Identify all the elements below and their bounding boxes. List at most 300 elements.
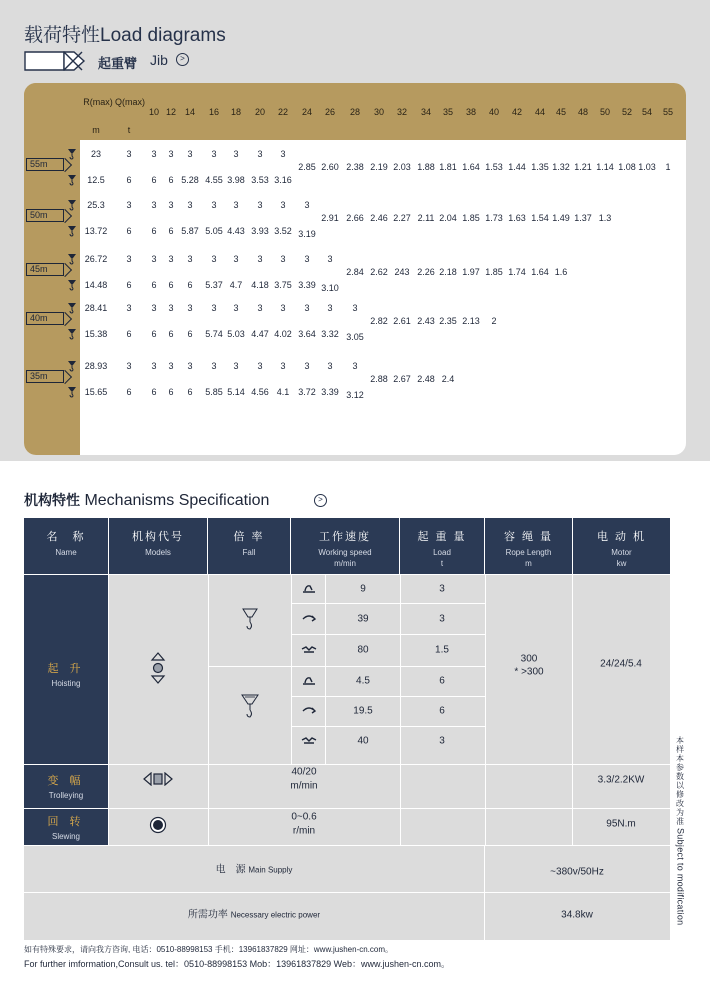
slewing-control-icon xyxy=(149,816,167,834)
header-load-cn: 起 重 量 xyxy=(417,531,467,543)
grid-line xyxy=(208,575,209,845)
header-load-en: Load xyxy=(433,548,451,557)
load-cell: 5.74 xyxy=(205,329,223,339)
load-cell: 1.53 xyxy=(485,162,503,172)
load-cell: 3 xyxy=(187,303,193,313)
mechanisms-title-en: Mechanisms Specification xyxy=(84,492,270,509)
load-value: 3 xyxy=(439,735,445,747)
radius-tick: 16 xyxy=(208,107,220,117)
jib-length-tag: 55m xyxy=(26,158,64,171)
two-fall-hook-icon xyxy=(68,254,76,268)
load-cell: 3 xyxy=(304,254,310,264)
load-cell: 3 xyxy=(211,200,217,210)
load-cell: 6 xyxy=(187,387,193,397)
grid-line xyxy=(400,575,401,845)
load-cell: 2.67 xyxy=(393,374,411,384)
load-cell: 3 xyxy=(187,254,193,264)
load-cell: 3 xyxy=(168,254,174,264)
max-load-2fall: 3 xyxy=(126,361,132,371)
high-speed-icon xyxy=(301,643,317,655)
load-cell: 3 xyxy=(280,361,286,371)
load-cell: 3 xyxy=(233,361,239,371)
load-cell: 2.84 xyxy=(346,267,364,277)
header-name-cn: 名 称 xyxy=(46,531,86,543)
max-load-2fall: 3 xyxy=(126,200,132,210)
footer-contact-cn: 如有特殊要求，请向我方咨询, 电话：0510-88998153 手机：13961837829 网址：www.jushen-cn.com。 xyxy=(24,945,394,954)
load-cell: 1.81 xyxy=(439,162,457,172)
load-cell: 3 xyxy=(304,303,310,313)
load-cell: 6 xyxy=(168,226,174,236)
main-supply-label xyxy=(216,864,293,877)
load-cell: 2.62 xyxy=(370,267,388,277)
load-cell: 1.03 xyxy=(638,162,656,172)
load-cell: 6 xyxy=(151,280,157,290)
load-value: 6 xyxy=(439,675,445,687)
load-cell: 2.60 xyxy=(321,162,339,172)
radius-tick: 30 xyxy=(373,107,385,117)
header-models xyxy=(109,518,207,574)
radius-tick: 28 xyxy=(349,107,361,117)
two-fall-hook-icon xyxy=(241,608,259,632)
load-cell: 1.37 xyxy=(574,213,592,223)
radius-tick: 32 xyxy=(396,107,408,117)
radius-tick: 42 xyxy=(511,107,523,117)
load-cell: 3.16 xyxy=(274,175,292,185)
load-cell: 1.35 xyxy=(531,162,549,172)
load-cell: 3 xyxy=(187,200,193,210)
radius-tick: 18 xyxy=(230,107,242,117)
header-speed-en: Working speed xyxy=(318,548,372,557)
load-cell: 5.28 xyxy=(181,175,199,185)
four-fall-hook-icon xyxy=(68,329,76,343)
radius-tick: 14 xyxy=(184,107,196,117)
power-cn: 所需功率 xyxy=(187,909,228,921)
load-cell: 5.03 xyxy=(227,329,245,339)
load-cell: 2.03 xyxy=(393,162,411,172)
load-cell: 1.88 xyxy=(417,162,435,172)
load-cell: 3 xyxy=(280,200,286,210)
load-cell: 1 xyxy=(665,162,671,172)
load-cell: 2.46 xyxy=(370,213,388,223)
load-cell: 1.21 xyxy=(574,162,592,172)
side-note xyxy=(674,736,686,927)
grid-line xyxy=(24,892,670,893)
chevron-right-icon: > xyxy=(314,494,327,507)
load-cell: 3 xyxy=(280,254,286,264)
load-cell: 1.64 xyxy=(531,267,549,277)
grid-line xyxy=(208,666,485,667)
load-cell: 3.64 xyxy=(298,329,316,339)
load-table-card xyxy=(24,83,686,455)
slewing-motor-value: 95N.m xyxy=(606,818,636,830)
radius-tick: 38 xyxy=(465,107,477,117)
load-cell: 2.38 xyxy=(346,162,364,172)
load-cell: 3 xyxy=(280,149,286,159)
max-load-2fall: 3 xyxy=(126,254,132,264)
trolleying-cn: 变 幅 xyxy=(47,775,85,787)
load-value: 3 xyxy=(439,613,445,625)
load-cell: 2.11 xyxy=(417,213,435,223)
jib-label-en: Jib xyxy=(150,52,168,68)
load-cell: 3 xyxy=(327,361,333,371)
radius-tick: 52 xyxy=(621,107,633,117)
grid-line xyxy=(291,726,485,727)
load-value: 3 xyxy=(439,583,445,595)
load-cell: 2.88 xyxy=(370,374,388,384)
load-cell: 1.44 xyxy=(508,162,526,172)
rope-length-value-alt: * >300 xyxy=(514,666,544,678)
header-motor-en: Motor xyxy=(611,548,632,557)
load-cell: 3.19 xyxy=(298,229,316,239)
load-cell: 4.1 xyxy=(276,387,290,397)
load-cell: 3 xyxy=(257,200,263,210)
load-cell: 1.49 xyxy=(552,213,570,223)
trolley-speed-unit: m/min xyxy=(290,780,318,792)
radius-tick: 45 xyxy=(555,107,567,117)
load-cell: 2.82 xyxy=(370,316,388,326)
load-cell: 3.12 xyxy=(346,390,364,400)
load-cell: 2.4 xyxy=(441,374,455,384)
speed-value: 4.5 xyxy=(356,675,370,687)
main-supply-en: Main Supply xyxy=(248,865,293,875)
grid-line xyxy=(109,764,670,765)
max-load-2fall: 3 xyxy=(126,303,132,313)
load-cell: 3 xyxy=(168,149,174,159)
max-load-4fall: 6 xyxy=(126,387,132,397)
header-models-cn: 机构代号 xyxy=(132,531,184,543)
load-cell: 1.08 xyxy=(618,162,636,172)
grid-line xyxy=(484,846,485,940)
load-cell: 6 xyxy=(151,175,157,185)
load-cell: 1.73 xyxy=(485,213,503,223)
header-rope-unit: m xyxy=(525,559,532,568)
load-table-content xyxy=(24,83,686,455)
load-cell: 4.18 xyxy=(251,280,269,290)
max-radius-2fall: 28.93 xyxy=(84,361,108,371)
chevron-right-icon: > xyxy=(176,53,189,66)
load-cell: 2.61 xyxy=(393,316,411,326)
medium-speed-icon xyxy=(301,612,317,624)
load-diagram-title: 载荷特性Load diagrams xyxy=(24,25,226,46)
max-load-2fall: 3 xyxy=(126,149,132,159)
header-load-unit: t xyxy=(127,125,131,135)
load-cell: 3 xyxy=(280,303,286,313)
load-cell: 1.3 xyxy=(598,213,612,223)
mechanisms-footer-rows xyxy=(24,846,670,940)
header-load: Q(max) xyxy=(115,97,145,107)
radius-tick: 35 xyxy=(442,107,454,117)
radius-tick: 34 xyxy=(420,107,432,117)
load-cell: 1.97 xyxy=(462,267,480,277)
trolleying-en: Trolleying xyxy=(48,791,84,800)
header-name-en: Name xyxy=(55,548,77,557)
trolley-control-icon xyxy=(143,772,173,786)
load-cell: 5.05 xyxy=(205,226,223,236)
speed-value: 39 xyxy=(357,613,369,625)
header-models-en: Models xyxy=(145,548,171,557)
grid-line xyxy=(291,603,485,604)
four-fall-hook-icon xyxy=(68,387,76,401)
hoisting-cn: 起 升 xyxy=(47,663,85,675)
load-cell: 3 xyxy=(151,149,157,159)
load-cell: 3 xyxy=(257,361,263,371)
load-cell: 3 xyxy=(327,254,333,264)
load-cell: 4.02 xyxy=(274,329,292,339)
header-fall-en: Fall xyxy=(242,548,256,557)
load-cell: 5.87 xyxy=(181,226,199,236)
radius-tick: 12 xyxy=(165,107,177,117)
load-cell: 3 xyxy=(151,361,157,371)
load-cell: 3 xyxy=(168,200,174,210)
max-radius-4fall: 14.48 xyxy=(84,280,108,290)
load-cell: 3.39 xyxy=(321,387,339,397)
four-fall-hook-icon xyxy=(240,694,260,720)
load-cell: 3 xyxy=(211,303,217,313)
radius-tick: 44 xyxy=(534,107,546,117)
load-cell: 3 xyxy=(151,254,157,264)
speed-value: 40 xyxy=(357,735,369,747)
grid-line xyxy=(572,575,573,845)
load-cell: 2.91 xyxy=(321,213,339,223)
max-load-4fall: 6 xyxy=(126,175,132,185)
header-rope-en: Rope Length xyxy=(505,548,552,557)
load-cell: 6 xyxy=(187,329,193,339)
load-cell: 3 xyxy=(211,254,217,264)
max-radius-4fall: 15.38 xyxy=(84,329,108,339)
grid-line xyxy=(485,575,486,845)
jib-length-tag: 40m xyxy=(26,312,64,325)
grid-line xyxy=(291,634,485,635)
load-cell: 1.74 xyxy=(508,267,526,277)
max-radius-4fall: 12.5 xyxy=(87,175,105,185)
speed-value: 9 xyxy=(360,583,366,595)
load-cell: 1.63 xyxy=(508,213,526,223)
load-cell: 3.32 xyxy=(321,329,339,339)
max-radius-2fall: 25.3 xyxy=(87,200,105,210)
trolley-motor-value: 3.3/2.2KW xyxy=(597,774,645,786)
header-name xyxy=(24,518,108,574)
load-cell: 243 xyxy=(394,267,410,277)
load-cell: 3 xyxy=(151,303,157,313)
hoist-control-icon xyxy=(150,652,166,684)
side-note-en: Subject to modification xyxy=(675,828,686,926)
load-cell: 3.98 xyxy=(227,175,245,185)
header-fall xyxy=(208,518,290,574)
load-cell: 3 xyxy=(352,303,358,313)
header-radius: R(max) xyxy=(83,97,113,107)
load-cell: 4.56 xyxy=(251,387,269,397)
low-speed-icon xyxy=(301,582,317,594)
radius-tick: 20 xyxy=(254,107,266,117)
load-cell: 2.48 xyxy=(417,374,435,384)
power-en: Necessary electric power xyxy=(230,910,321,920)
load-cell: 2.27 xyxy=(393,213,411,223)
load-cell: 3 xyxy=(327,303,333,313)
load-cell: 2.85 xyxy=(298,162,316,172)
header-fall-cn: 倍 率 xyxy=(233,531,265,543)
trolley-speed-value: 40/20 xyxy=(291,766,317,778)
grid-line xyxy=(24,845,670,846)
radius-tick: 54 xyxy=(641,107,653,117)
load-cell: 6 xyxy=(168,280,174,290)
row-label-hoisting xyxy=(24,575,108,764)
header-motor xyxy=(573,518,670,574)
power-value: 34.8kw xyxy=(561,909,593,921)
radius-tick: 48 xyxy=(577,107,589,117)
load-cell: 5.85 xyxy=(205,387,223,397)
load-cell: 5.37 xyxy=(205,280,223,290)
row-label-trolleying xyxy=(24,765,108,808)
header-motor-unit: kw xyxy=(616,559,627,568)
jib-length-tag: 45m xyxy=(26,263,64,276)
four-fall-hook-icon xyxy=(68,226,76,240)
radius-tick: 50 xyxy=(599,107,611,117)
load-cell: 3 xyxy=(211,361,217,371)
max-radius-2fall: 23 xyxy=(90,149,102,159)
grid-line xyxy=(291,696,485,697)
header-rope-cn: 容 绳 量 xyxy=(503,531,554,543)
header-motor-cn: 电 动 机 xyxy=(596,531,647,543)
load-cell: 6 xyxy=(168,387,174,397)
load-cell: 3.39 xyxy=(298,280,316,290)
max-load-4fall: 6 xyxy=(126,280,132,290)
load-value: 6 xyxy=(439,705,445,717)
hoisting-en: Hoisting xyxy=(51,679,81,688)
load-cell: 3.53 xyxy=(251,175,269,185)
load-cell: 2.26 xyxy=(417,267,435,277)
high-speed-icon xyxy=(301,734,317,746)
mechanisms-title-cn: 机构特性 xyxy=(24,492,80,508)
max-radius-2fall: 28.41 xyxy=(84,303,108,313)
load-cell: 3 xyxy=(352,361,358,371)
load-cell: 2.19 xyxy=(370,162,388,172)
jib-length-tag: 35m xyxy=(26,370,64,383)
mechanisms-table xyxy=(24,518,670,940)
load-cell: 6 xyxy=(151,329,157,339)
power-label xyxy=(188,909,320,922)
mechanisms-title xyxy=(24,490,269,510)
load-cell: 3 xyxy=(211,149,217,159)
load-cell: 3 xyxy=(233,149,239,159)
load-cell: 3.05 xyxy=(346,332,364,342)
four-fall-hook-icon xyxy=(68,280,76,294)
radius-tick: 26 xyxy=(324,107,336,117)
load-cell: 4.47 xyxy=(251,329,269,339)
load-cell: 2.35 xyxy=(439,316,457,326)
radius-tick: 22 xyxy=(277,107,289,117)
load-cell: 3 xyxy=(168,361,174,371)
load-value: 1.5 xyxy=(435,644,449,656)
two-fall-hook-icon xyxy=(68,361,76,375)
max-radius-4fall: 15.65 xyxy=(84,387,108,397)
load-cell: 1.85 xyxy=(485,267,503,277)
header-speed-unit: m/min xyxy=(334,559,356,568)
header-rope xyxy=(485,518,572,574)
load-cell: 1.32 xyxy=(552,162,570,172)
slewing-speed-value: 0~0.6 xyxy=(291,811,317,823)
load-cell: 2.18 xyxy=(439,267,457,277)
max-radius-2fall: 26.72 xyxy=(84,254,108,264)
load-cell: 4.55 xyxy=(205,175,223,185)
medium-speed-icon xyxy=(301,704,317,716)
max-load-4fall: 6 xyxy=(126,329,132,339)
load-cell: 3 xyxy=(233,303,239,313)
load-cell: 3 xyxy=(257,149,263,159)
two-fall-hook-icon xyxy=(68,200,76,214)
radius-tick: 40 xyxy=(488,107,500,117)
speed-value: 80 xyxy=(357,644,369,656)
load-cell: 3 xyxy=(304,200,310,210)
load-cell: 2.04 xyxy=(439,213,457,223)
header-speed xyxy=(291,518,399,574)
radius-tick: 10 xyxy=(148,107,160,117)
load-cell: 3.52 xyxy=(274,226,292,236)
load-cell: 3 xyxy=(233,200,239,210)
main-supply-value: ~380v/50Hz xyxy=(550,866,604,878)
load-cell: 4.7 xyxy=(229,280,243,290)
side-note-cn: 本样本参数以修改为准 xyxy=(676,736,684,826)
load-cell: 1.54 xyxy=(531,213,549,223)
slewing-en: Slewing xyxy=(51,832,80,841)
load-cell: 2.13 xyxy=(462,316,480,326)
load-cell: 6 xyxy=(168,329,174,339)
load-cell: 3 xyxy=(304,361,310,371)
load-cell: 1.85 xyxy=(462,213,480,223)
header-load xyxy=(400,518,484,574)
load-cell: 3 xyxy=(257,303,263,313)
main-supply-cn: 电 源 xyxy=(215,864,246,876)
load-cell: 2.66 xyxy=(346,213,364,223)
load-cell: 6 xyxy=(151,226,157,236)
load-cell: 3 xyxy=(187,361,193,371)
load-cell: 2.43 xyxy=(417,316,435,326)
header-radius-unit: m xyxy=(92,125,100,135)
load-cell: 3 xyxy=(187,149,193,159)
rope-length-value: 300 xyxy=(520,653,538,665)
jib-arrow-icon xyxy=(24,51,90,71)
load-cell: 5.14 xyxy=(227,387,245,397)
load-cell: 4.43 xyxy=(227,226,245,236)
load-cell: 3 xyxy=(151,200,157,210)
load-cell: 6 xyxy=(168,175,174,185)
load-cell: 1.6 xyxy=(554,267,568,277)
load-cell: 6 xyxy=(151,387,157,397)
four-fall-hook-icon xyxy=(68,175,76,189)
load-cell: 3 xyxy=(168,303,174,313)
load-cell: 3 xyxy=(233,254,239,264)
load-cell: 2 xyxy=(491,316,497,326)
slewing-cn: 回 转 xyxy=(47,816,85,828)
max-load-4fall: 6 xyxy=(126,226,132,236)
footer-contact-en: For further imformation,Consult us. tel：0510-88998153 Mob：13961837829 Web：www.jushen-cn.com。 xyxy=(24,959,451,969)
two-fall-hook-icon xyxy=(68,303,76,317)
jib-length-tag: 50m xyxy=(26,209,64,222)
load-cell: 3.72 xyxy=(298,387,316,397)
load-cell: 6 xyxy=(187,280,193,290)
radius-tick: 24 xyxy=(301,107,313,117)
row-label-slewing xyxy=(24,809,108,845)
header-speed-cn: 工作速度 xyxy=(319,531,371,543)
hoist-motor-value: 24/24/5.4 xyxy=(600,658,642,670)
slewing-speed-unit: r/min xyxy=(292,825,316,837)
load-cell: 3 xyxy=(257,254,263,264)
speed-value: 19.5 xyxy=(353,705,373,717)
mechanisms-body xyxy=(109,575,670,845)
load-cell: 1.64 xyxy=(462,162,480,172)
load-cell: 3.75 xyxy=(274,280,292,290)
jib-label-cn: 起重臂 xyxy=(98,56,138,71)
two-fall-hook-icon xyxy=(68,149,76,163)
